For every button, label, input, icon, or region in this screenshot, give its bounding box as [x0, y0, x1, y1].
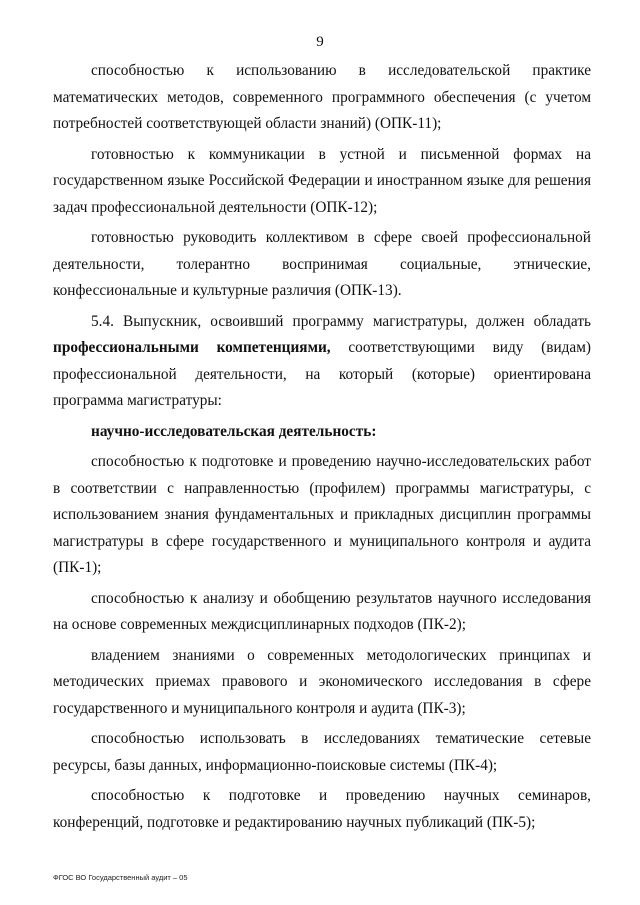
section-5-4-suffix: соответствующими виду (видам) профессиональной деятельности, на который (которые) ориентирована программа магистратуры:: [53, 339, 591, 409]
document-body: [53, 58, 591, 840]
page-footer: ФГОС ВО Государственный аудит – 05: [53, 873, 188, 882]
paragraph-section-5-4: [53, 309, 591, 415]
page-number: 9: [316, 34, 324, 50]
section-heading: научно-исследовательская деятельность:: [91, 422, 377, 440]
paragraph-pk-4: способностью использовать в исследованиях тематические сетевые ресурсы, базы данных, информационно-поисковые системы (ПК-4);: [53, 730, 591, 774]
section-5-4-prefix: 5.4. Выпускник, освоивший программу магистратуры, должен обладать: [91, 312, 591, 330]
section-5-4-bold: профессиональными компетенциями,: [53, 339, 331, 356]
paragraph-pk-1: способностью к подготовке и проведению научно-исследовательских работ в соответствии с направленностью (профилем) программы магистратуры, с использованием знания фундаментальных и прикладных дисциплин программы магистратуры в сфере государственного и муниципального контроля и аудита (ПК-1);: [53, 453, 591, 576]
paragraph-opk-13: готовностью руководить коллективом в сфере своей профессиональной деятельности, толерантно воспринимая социальные, этнические, конфессиональные и культурные различия (ОПК-13).: [53, 229, 591, 299]
paragraph-pk-5: способностью к подготовке и проведению научных семинаров, конференций, подготовке и редактированию научных публикаций (ПК-5);: [53, 787, 591, 831]
paragraph-opk-11: способностью к использованию в исследовательской практике математических методов, современного программного обеспечения (с учетом потребностей соответствующей области знаний) (ОПК-11);: [53, 62, 591, 132]
paragraph-opk-12: готовностью к коммуникации в устной и письменной формах на государственном языке Российской Федерации и иностранном языке для решения задач профессиональной деятельности (ОПК-12);: [53, 145, 591, 216]
paragraph-pk-2: способностью к анализу и обобщению результатов научного исследования на основе современных междисциплинарных подходов (ПК-2);: [53, 589, 591, 633]
paragraph-pk-3: владением знаниями о современных методологических принципах и методических приемах правового и экономического исследования в сфере государственного и муниципального контроля и аудита (ПК-3);: [53, 646, 591, 717]
